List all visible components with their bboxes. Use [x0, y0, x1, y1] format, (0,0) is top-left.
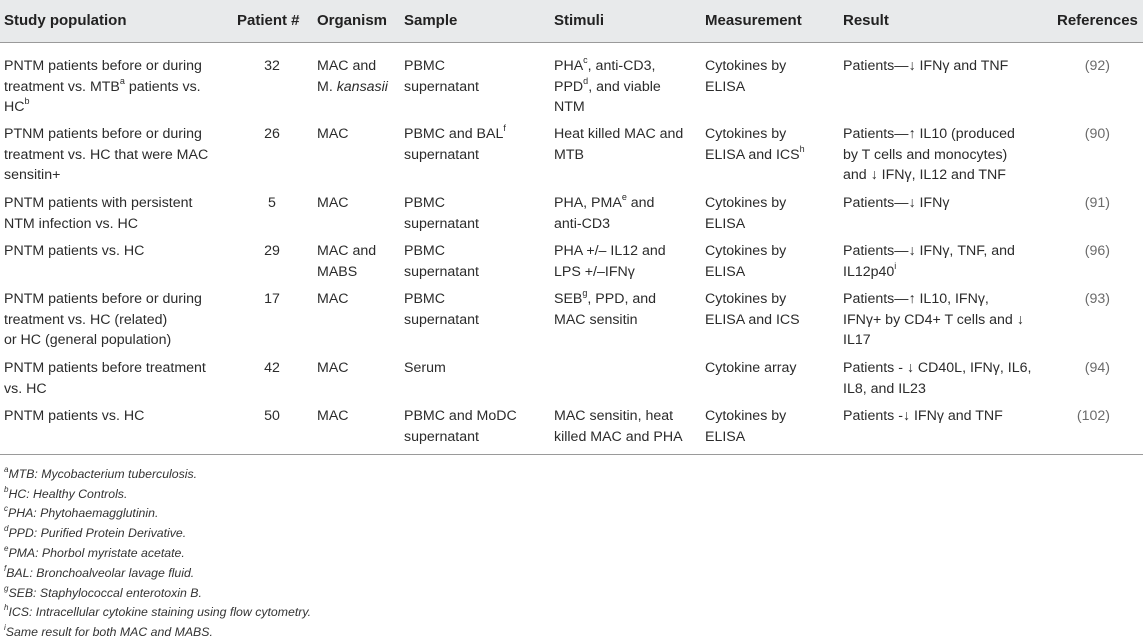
cell-measurement: Cytokines by ELISA	[705, 243, 787, 280]
cell-patient-count: 42	[264, 360, 280, 376]
cell-reference: (91)	[1084, 195, 1110, 211]
cell-sample: PBMC supernatant	[404, 58, 479, 95]
cell-sample: PBMC and MoDC supernatant	[404, 408, 517, 445]
header-patient-count: Patient #	[237, 12, 300, 29]
header-sample: Sample	[404, 12, 458, 29]
cell-organism: MAC and M. kansasii	[317, 58, 388, 95]
cell-reference: (93)	[1084, 291, 1110, 307]
cell-patient-count: 32	[264, 58, 280, 74]
cell-reference: (94)	[1084, 360, 1110, 376]
cell-patient-count: 17	[264, 291, 280, 307]
cell-measurement: Cytokines by ELISA	[705, 58, 787, 95]
cell-organism: MAC and MABS	[317, 243, 377, 280]
cell-sample: PBMC and BAL$^f$ supernatant	[404, 123, 506, 163]
cell-patient-count: 50	[264, 408, 280, 424]
header-stimuli: Stimuli	[554, 12, 605, 29]
footnote: $^h$ICS: Intracellular cytokine staining using flow cytometry.	[4, 602, 311, 619]
footnote: $^d$PPD: Purified Protein Derivative.	[4, 523, 187, 540]
footnote: $^i$Same result for both MAC and MABS.	[4, 622, 213, 639]
cell-study-population: PNTM patients vs. HC	[4, 408, 145, 424]
cell-study-population: PTNM patients before or during treatment vs. HC that were MAC sensitin+	[4, 126, 209, 183]
cell-result: Patients—↓ IFNγ and TNF	[843, 58, 1009, 74]
footnote: $^c$PHA: Phytohaemagglutinin.	[4, 503, 159, 520]
cell-reference: (96)	[1084, 243, 1110, 259]
cell-result: Patients—↑ IL10, IFNγ, IFNγ+ by CD4+ T cells and ↓ IL17	[843, 291, 1024, 348]
cell-measurement: Cytokines by ELISA and ICS	[705, 291, 800, 328]
cell-reference: (90)	[1084, 126, 1110, 142]
table-bottom-rule	[0, 454, 1143, 455]
cell-result: Patients—↓ IFNγ	[843, 195, 950, 211]
cell-sample: PBMC supernatant	[404, 195, 479, 232]
cell-organism: MAC	[317, 195, 349, 211]
footnote: $^a$MTB: Mycobacterium tuberculosis.	[4, 464, 198, 481]
footnote: $^g$SEB: Staphylococcal enterotoxin B.	[4, 583, 202, 600]
cell-patient-count: 26	[264, 126, 280, 142]
cell-stimuli: PHA +/– IL12 and LPS +/–IFNγ	[554, 243, 666, 280]
cell-measurement: Cytokines by ELISA	[705, 408, 787, 445]
cell-stimuli: MAC sensitin, heat killed MAC and PHA	[554, 408, 683, 445]
cell-sample: PBMC supernatant	[404, 291, 479, 328]
footnote: $^b$HC: Healthy Controls.	[4, 484, 128, 501]
cell-stimuli: PHA, PMA$^e$ and anti-CD3	[554, 192, 655, 232]
header-study-population: Study population	[4, 12, 127, 29]
cell-reference: (92)	[1084, 58, 1110, 74]
header-measurement: Measurement	[705, 12, 802, 29]
cell-organism: MAC	[317, 291, 349, 307]
cell-patient-count: 29	[264, 243, 280, 259]
cell-result: Patients—↑ IL10 (produced by T cells and monocytes) and ↓ IFNγ, IL12 and TNF	[843, 126, 1015, 183]
cell-reference: (102)	[1076, 408, 1110, 424]
cell-study-population: PNTM patients vs. HC	[4, 243, 145, 259]
cell-patient-count: 5	[268, 195, 276, 211]
cell-study-population: PNTM patients with persistent NTM infection vs. HC	[4, 195, 193, 232]
cell-result: Patients - ↓ CD40L, IFNγ, IL6, IL8, and IL23	[843, 360, 1032, 397]
cell-study-population: PNTM patients before or during treatment vs. HC (related) or HC (general population)	[4, 291, 202, 348]
cell-sample: Serum	[404, 360, 446, 376]
cell-measurement: Cytokine array	[705, 360, 797, 376]
cell-organism: MAC	[317, 126, 349, 142]
footnote: $^f$BAL: Bronchoalveolar lavage fluid.	[4, 563, 195, 580]
cell-sample: PBMC supernatant	[404, 243, 479, 280]
cell-measurement: Cytokines by ELISA and ICS$^h$	[705, 126, 805, 163]
cell-organism: MAC	[317, 408, 349, 424]
header-references: References	[1057, 12, 1138, 29]
header-rule	[0, 42, 1143, 43]
cell-study-population: PNTM patients before treatment vs. HC	[4, 360, 206, 397]
cell-result: Patients—↓ IFNγ, TNF, and IL12p40$^i$	[843, 243, 1015, 280]
footnote: $^e$PMA: Phorbol myristate acetate.	[4, 543, 185, 560]
cell-organism: MAC	[317, 360, 349, 376]
cell-measurement: Cytokines by ELISA	[705, 195, 787, 232]
cell-stimuli: SEB$^g$, PPD, and MAC sensitin	[554, 288, 657, 328]
cell-stimuli: PHA$^c$, anti-CD3, PPD$^d$, and viable NTM	[554, 55, 661, 115]
cell-study-population: PNTM patients before or during treatment vs. MTB$^a$ patients vs. $HC^b$	[4, 58, 202, 115]
header-result: Result	[843, 12, 889, 29]
cell-stimuli: Heat killed MAC and MTB	[554, 126, 684, 163]
header-organism: Organism	[317, 12, 388, 29]
cell-result: Patients -↓ IFNγ and TNF	[843, 408, 1003, 424]
